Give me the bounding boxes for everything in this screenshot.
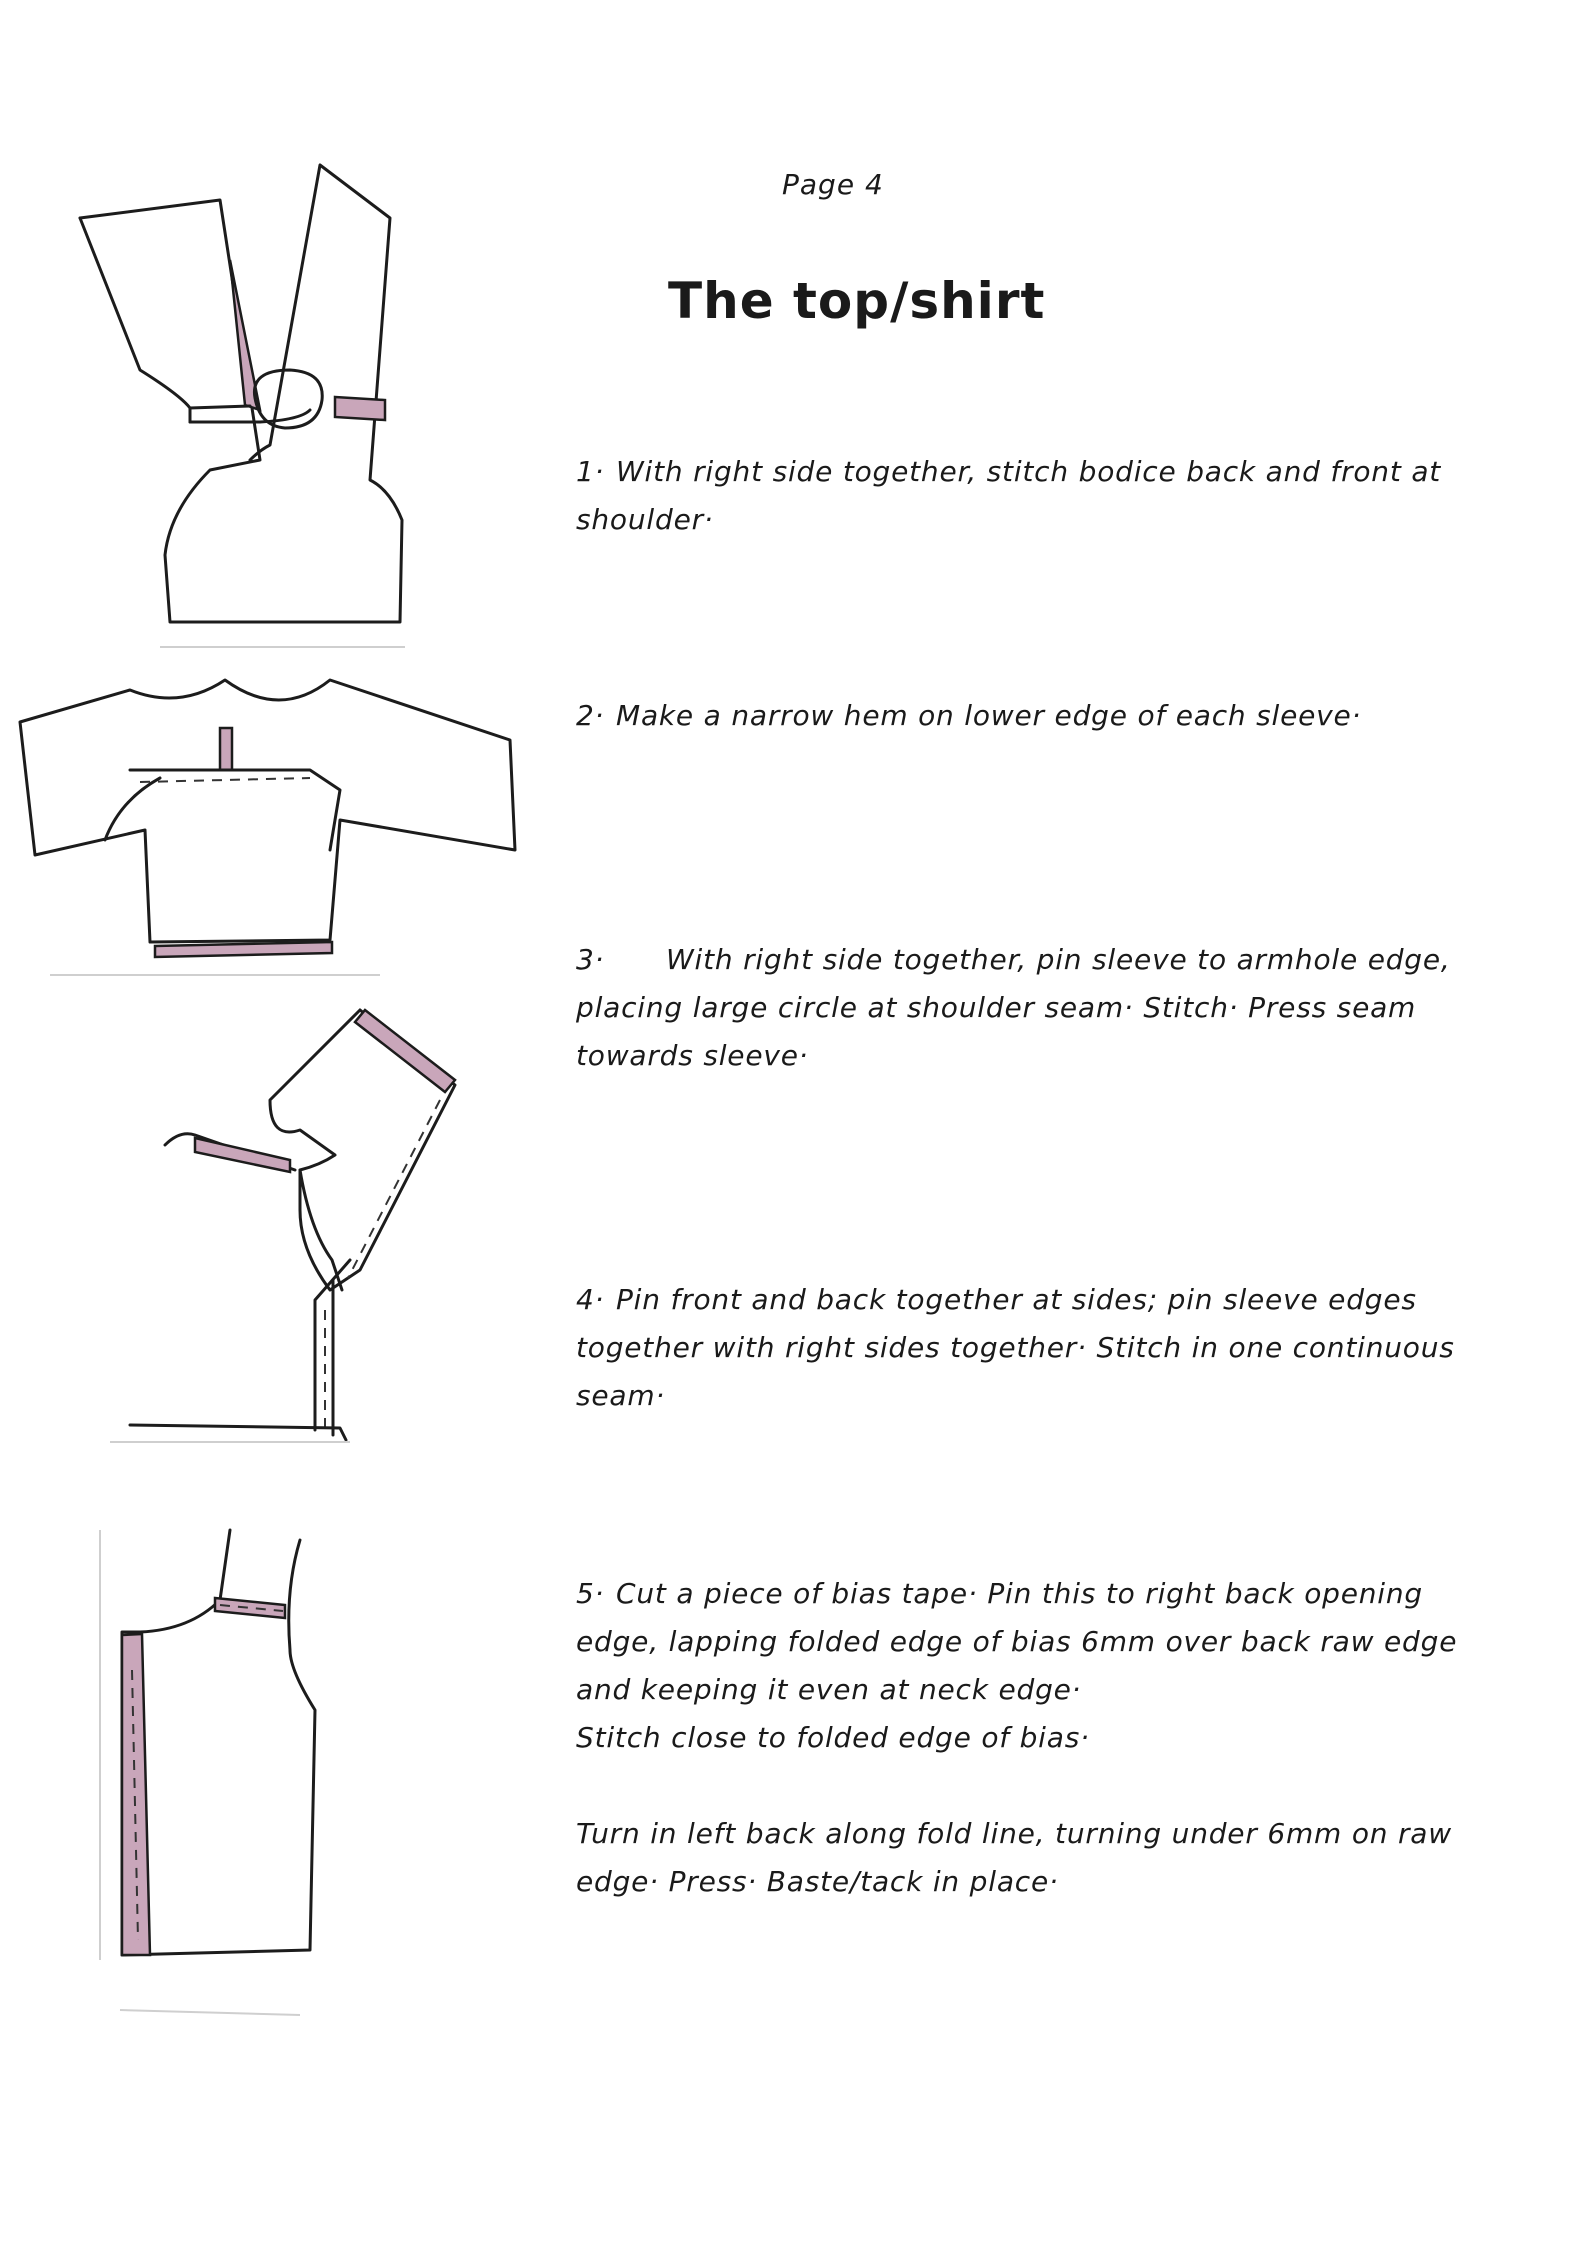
step-4 [576, 1276, 1496, 1420]
step-1 [576, 448, 1496, 544]
sleeve-hem-diagram [10, 670, 550, 990]
step-1-text [576, 448, 1496, 544]
shoulder-seam-diagram [60, 160, 500, 660]
step-line: Make a narrow hem on lower edge of each sleeve· [616, 699, 1362, 732]
step-2-text [576, 692, 1496, 740]
step-5-text [576, 1570, 1496, 1714]
step-line: Pin front and back together at sides; pin sleeve edges together with right sides together· Stitch in one continuous seam· [576, 1283, 1455, 1412]
step-line: With right side together, stitch bodice back and front at shoulder· [576, 455, 1442, 536]
step-number: 5· [576, 1577, 605, 1610]
step-number: 3· [576, 943, 605, 976]
page-number: Page 4 [782, 168, 884, 201]
step-line: With right side together, pin sleeve to armhole edge, placing large circle at shoulder seam· Stitch· Press seam towards sleeve· [576, 943, 1451, 1072]
step-number: 4· [576, 1283, 605, 1316]
step-3 [576, 936, 1496, 1080]
page-title: The top/shirt [668, 272, 1046, 330]
step-4-text [576, 1276, 1496, 1420]
step-5 [576, 1570, 1496, 1906]
side-seam-diagram [90, 1250, 450, 1460]
step-5-line-3: Turn in left back along fold line, turning under 6mm on raw edge· Press· Baste/tack in place· [576, 1817, 1452, 1898]
step-5-line-2: Stitch close to folded edge of bias· [576, 1721, 1090, 1754]
back-opening-bias-diagram [80, 1510, 450, 2030]
step-number: 2· [576, 699, 605, 732]
step-line: Cut a piece of bias tape· Pin this to right back opening edge, lapping folded edge of bias 6mm over back raw edge and keeping it even at neck edge· [576, 1577, 1458, 1706]
step-3-text [576, 936, 1496, 1080]
step-2 [576, 692, 1496, 740]
step-number: 1· [576, 455, 605, 488]
